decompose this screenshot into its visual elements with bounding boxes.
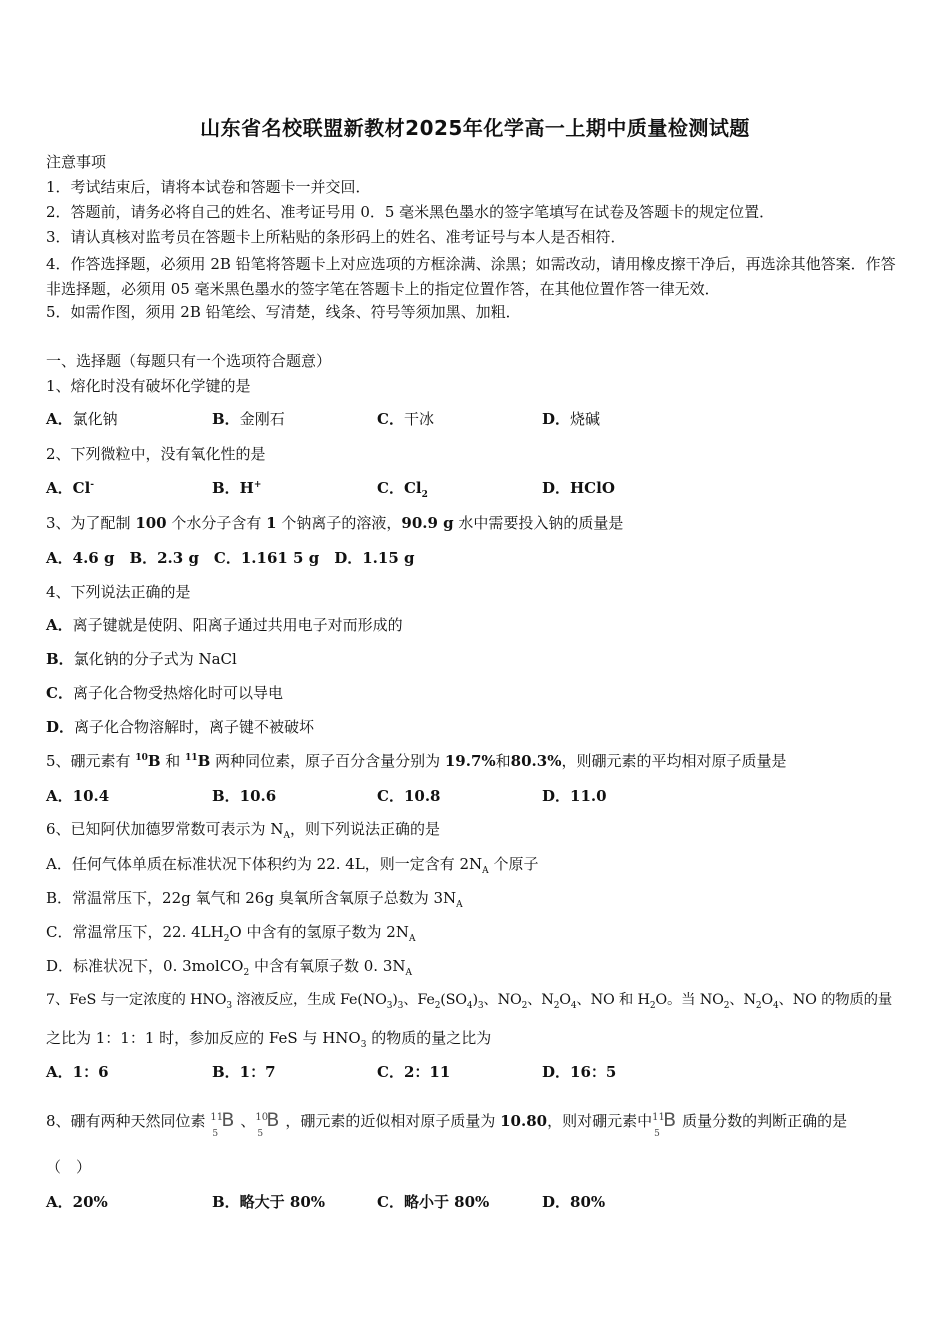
question-1-stem: 1、熔化时没有破坏化学键的是	[46, 377, 251, 395]
question-1-options	[46, 409, 908, 429]
question-8-paren: （ ）	[46, 1158, 92, 1176]
q6-option-a: A．任何气体单质在标准状况下体积约为 22. 4L，则一定含有 $2N_A$ 个原子	[46, 855, 539, 876]
section-heading: 一、选择题（每题只有一个选项符合题意）	[46, 352, 332, 370]
question-3-stem: 3、为了配制 100 个水分子含有 1 个钠离子的溶液，90.9 g 水中需要投入钠的质量是	[46, 514, 624, 532]
question-2-options	[46, 478, 908, 498]
q5-option-c: C．10.8	[377, 787, 441, 805]
question-8-options	[46, 1192, 908, 1212]
q7-option-c: C．2：11	[377, 1063, 451, 1081]
notice-item-5: 5．如需作图，须用 2B 铅笔绘、写清楚，线条、符号等须加黑、加粗．	[46, 303, 521, 321]
q1-option-a: A．氯化钠	[46, 410, 118, 428]
q2-option-d: D．HClO	[542, 479, 615, 497]
question-4-stem: 4、下列说法正确的是	[46, 583, 191, 601]
notice-item-2: 2．答题前，请务必将自己的姓名、准考证号用 0．5 毫米黑色墨水的签字笔填写在试卷及答题卡的规定位置．	[46, 203, 775, 221]
question-7-stem-line1: 7、FeS 与一定浓度的 $HNO_3$ 溶液反应，生成 $Fe(NO_3)_3$、$Fe_2(SO_4)_3$、$NO_2$、$N_2O_4$、NO 和 $H_2O$。当 $NO_2$、$N_2O_4$、NO 的物质的量	[46, 992, 893, 1011]
question-6-stem: 6、已知阿伏加德罗常数可表示为 $N_A$，则下列说法正确的是	[46, 820, 440, 841]
question-2-stem: 2、下列微粒中，没有氧化性的是	[46, 445, 266, 463]
question-3-options: A．4.6 g B．2.3 g C．1.161 5 g D．1.15 g	[46, 549, 415, 567]
isotope-b11-symbol: 11 5 B	[652, 1109, 677, 1139]
q8-option-a: A．20%	[46, 1193, 108, 1211]
q7-option-d: D．16：5	[542, 1063, 617, 1081]
q4-option-b: B．氯化钠的分子式为 NaCl	[46, 650, 237, 668]
question-7-stem-line2: 之比为 1：1：1 时，参加反应的 FeS 与 $HNO_3$ 的物质的量之比为	[46, 1029, 492, 1050]
notice-item-1: 1．考试结束后，请将本试卷和答题卡一并交回．	[46, 178, 371, 196]
q6-option-b: B．常温常压下，22g 氧气和 26g 臭氧所含氧原子总数为 $3N_A$	[46, 889, 463, 910]
q6-option-c: C．常温常压下，22. $4LH_2O$ 中含有的氢原子数为 $2N_A$	[46, 923, 416, 944]
q2-option-b: B．H+	[212, 479, 262, 497]
q8-option-d: D．80%	[542, 1193, 606, 1211]
notice-item-3: 3．请认真核对监考员在答题卡上所粘贴的条形码上的姓名、准考证号与本人是否相符．	[46, 228, 626, 246]
q2-option-a: A．Cl-	[46, 479, 95, 497]
page-title: 山东省名校联盟新教材2025年化学高一上期中质量检测试题	[200, 116, 750, 140]
q4-option-a: A．离子键就是使阴、阳离子通过共用电子对而形成的	[46, 616, 403, 634]
q7-option-a: A．1：6	[46, 1063, 109, 1081]
notice-item-4: 4．作答选择题，必须用 2B 铅笔将答题卡上对应选项的方框涂满、涂黑；如需改动，请用橡皮擦干净后，再选涂其他答案．作答非选择题，必须用 05 毫米黑色墨水的签字笔在答题卡上的指定位置作答，在其他位置作答一律无效．	[46, 255, 896, 298]
notice-heading: 注意事项	[46, 153, 107, 171]
q8-option-b: B．略大于 80%	[212, 1193, 326, 1211]
question-8-stem: 8、硼有两种天然同位素 11 5 B 、 10 5 B ，硼元素的近似相对原子质量为 10.80，则对硼元素中 11 5 B 质量分数的判断正确的是	[46, 1100, 908, 1136]
q7-option-b: B．1：7	[212, 1063, 276, 1081]
isotope-b10-symbol: 10 5 B	[255, 1109, 280, 1139]
q5-option-a: A．10.4	[46, 787, 110, 805]
question-5-stem: 5、硼元素有 $^{10}$B 和 $^{11}$B 两种同位素，原子百分含量分别为 19.7%和80.3%，则硼元素的平均相对原子质量是	[46, 752, 787, 770]
isotope-b11-symbol: 11 5 B	[210, 1109, 235, 1139]
q5-option-b: B．10.6	[212, 787, 277, 805]
question-7-options	[46, 1062, 908, 1082]
q1-option-d: D．烧碱	[542, 410, 601, 428]
q2-option-c: C．$Cl_2$	[377, 479, 428, 500]
q1-option-c: C．干冰	[377, 410, 434, 428]
question-5-options	[46, 786, 908, 806]
q6-option-d: D．标准状况下，0. 3molCO$_2$ 中含有氧原子数 0. $3N_A$	[46, 957, 413, 978]
q8-option-c: C．略小于 80%	[377, 1193, 490, 1211]
q4-option-d: D．离子化合物溶解时，离子键不被破坏	[46, 718, 315, 736]
q4-option-c: C．离子化合物受热熔化时可以导电	[46, 684, 283, 702]
q5-option-d: D．11.0	[542, 787, 607, 805]
q1-option-b: B．金刚石	[212, 410, 285, 428]
